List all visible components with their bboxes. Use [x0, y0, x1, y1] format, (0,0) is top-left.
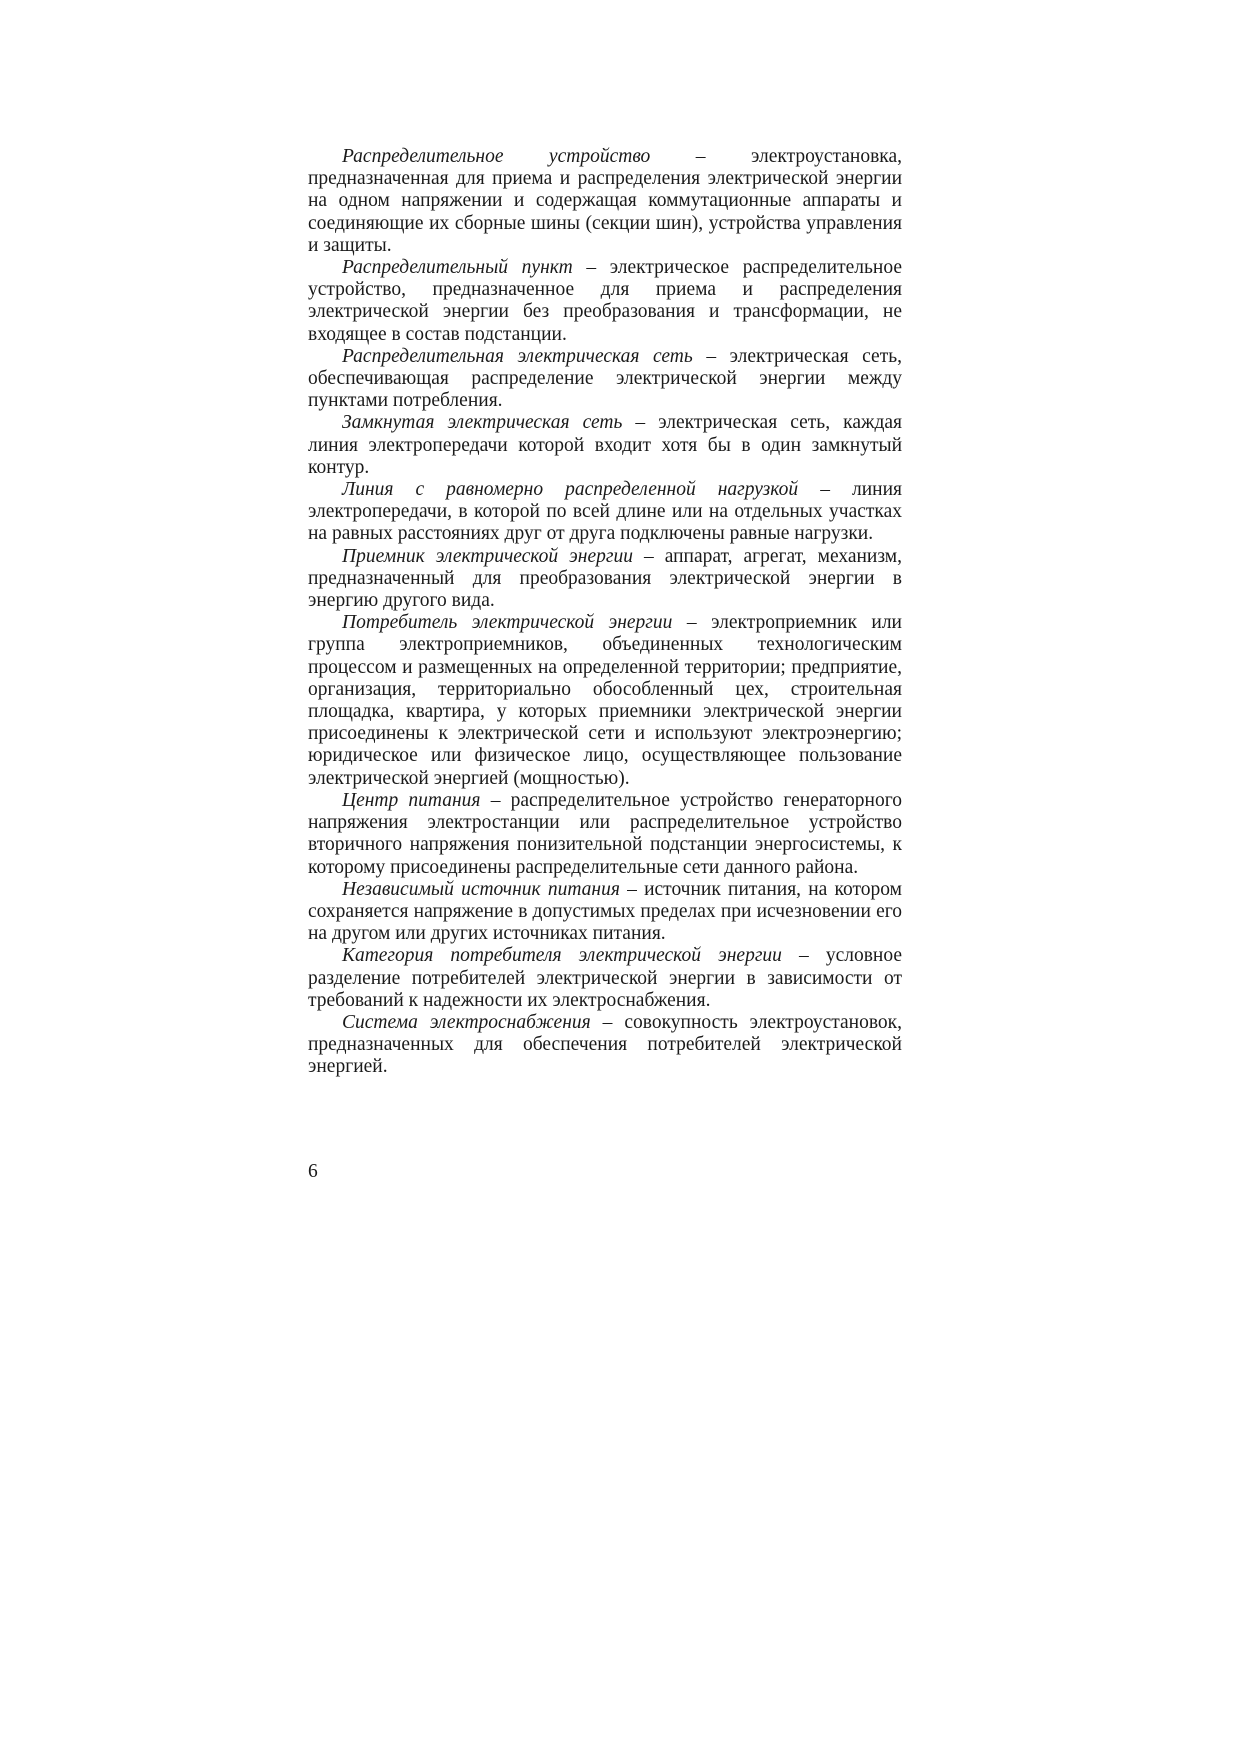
definition-entry — [308, 790, 902, 879]
definitions-text — [308, 146, 902, 1079]
definition-entry — [308, 412, 902, 479]
definition-text: – источник питания, на котором сохраняется напряжение в допустимых пределах при исчезновении его на другом или других источниках питания. — [308, 878, 903, 945]
definition-text: – электроприемник или группа электроприемников, объединенных технологическим процессом и размещенных на определенной территории; предприятие, организация, территориально обособленный цех, строительная площадка, квартира, у которых приемники электрической энергии присоединены к электрической сети и используют электроэнергию; юридическое или физическое лицо, осуществляющее пользование электрической энергией (мощностью). — [308, 612, 902, 789]
definition-term: Распределительный пункт — [342, 257, 573, 279]
definition-entry — [308, 146, 902, 257]
definition-term: Категория потребителя электрической энергии — [342, 945, 782, 967]
definition-entry — [308, 612, 902, 790]
definition-entry — [308, 479, 902, 546]
definition-term: Линия с равномерно распределенной нагрузкой — [342, 479, 799, 501]
page-number: 6 — [308, 1161, 318, 1182]
definition-entry — [308, 879, 902, 946]
definition-term: Замкнутая электрическая сеть — [342, 412, 623, 434]
definition-term: Независимый источник питания — [342, 878, 620, 900]
definition-entry — [308, 346, 902, 413]
definition-term: Распределительная электрическая сеть — [342, 345, 693, 367]
definition-entry — [308, 1012, 902, 1079]
definition-term: Потребитель электрической энергии — [342, 612, 673, 634]
definition-text: – электроустановка, предназначенная для приема и распределения электрической энергии на одном напряжении и содержащая коммутационные аппараты и соединяющие их сборные шины (секции шин), устройства управления и защиты. — [308, 146, 903, 256]
definition-text: – электрическая сеть, обеспечивающая распределение электрической энергии между пунктами потребления. — [308, 345, 902, 412]
definition-term: Центр питания — [342, 789, 481, 811]
definition-text: – линия электропередачи, в которой по всей длине или на отдельных участках на равных расстояниях друг от друга подключены равные нагрузки. — [308, 479, 903, 545]
definition-entry — [308, 257, 902, 346]
definition-term: Система электроснабжения — [342, 1011, 591, 1033]
definition-term: Приемник электрической энергии — [342, 545, 633, 567]
definition-entry — [308, 945, 902, 1012]
definition-entry — [308, 546, 902, 613]
definition-term: Распределительное устройство — [342, 146, 651, 167]
definition-text: – условное разделение потребителей электрической энергии в зависимости от требований к надежности их электроснабжения. — [308, 945, 902, 1011]
definition-text: – электрическое распределительное устройство, предназначенное для приема и распределения электрической энергии без преобразования и трансформации, не входящее в состав подстанции. — [308, 257, 902, 345]
definition-text: – электрическая сеть, каждая линия электропередачи которой входит хотя бы в один замкнутый контур. — [308, 412, 902, 478]
definition-text: – аппарат, агрегат, механизм, предназначенный для преобразования электрической энергии в энергию другого вида. — [308, 545, 902, 612]
definition-text: – распределительное устройство генераторного напряжения электростанции или распределительное устройство вторичного напряжения понизительной подстанции энергосистемы, к которому присоединены распределительные сети данного района. — [308, 789, 902, 878]
definition-text: – совокупность электроустановок, предназначенных для обеспечения потребителей электрической энергией. — [308, 1011, 903, 1078]
